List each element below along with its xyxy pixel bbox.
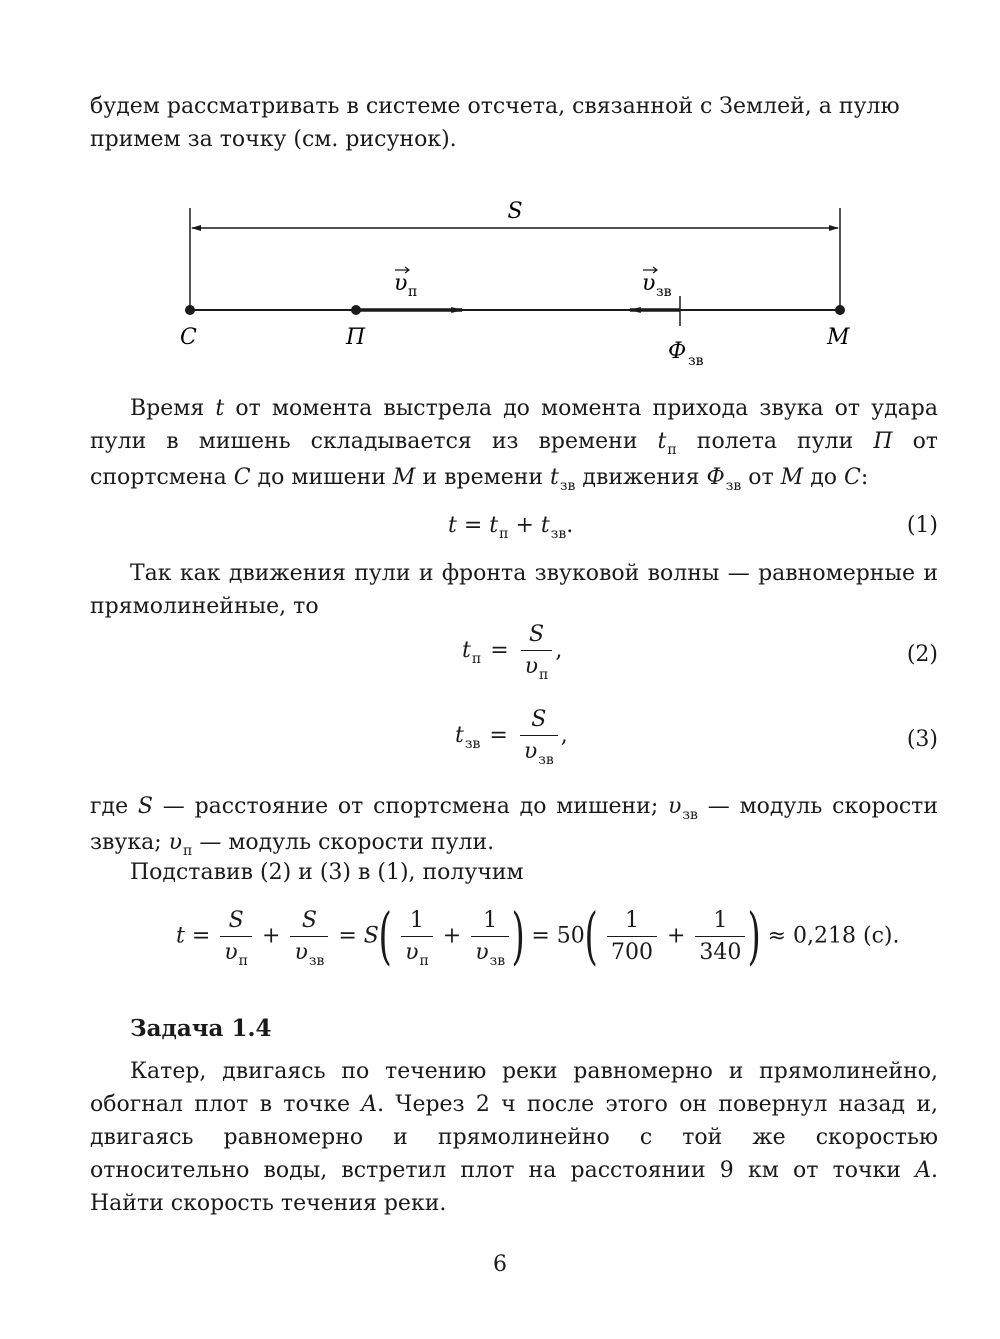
svg-text:зв: зв bbox=[688, 353, 704, 369]
task-paragraph: Катер, двигаясь по течению реки равномерно и прямолинейно, обогнал плот в точке A. Через 2 ч после этого он повернул назад и, двигаясь равномерно и прямолинейно с той же скоростью относительно воды, встретил плот на расстоянии 9 км от точки A. Найти скорость течения реки. bbox=[90, 1059, 938, 1216]
equation-4: t = $\frac{S}{\upsilon_п}$ + $\frac{S}{\upsilon_{зв}}$ = S( $\frac{1}{\upsilon_п}$ + $\frac{1}{\upsilon_{зв}}$ ) = 50( $\frac{1}{700}$ + $\frac{1}{340}$ ) ≈ 0,218 (с). bbox=[176, 899, 900, 972]
definitions-paragraph: где S — расстояние от спортсмена до мишени; $\upsilon_{зв}$ — модуль скорости звука; $\upsilon_п$ — модуль скорости пули. bbox=[90, 794, 938, 859]
point-m-dot bbox=[835, 305, 845, 315]
svg-text:п: п bbox=[408, 284, 418, 300]
point-c-dot bbox=[185, 305, 195, 315]
point-m-label: M bbox=[827, 325, 850, 350]
equation-1-number: (1) bbox=[906, 513, 938, 538]
bullet-velocity-label bbox=[394, 267, 417, 300]
intro-line-1: будем рассматривать в системе отсчета, связанной с Землей, а пулю bbox=[90, 94, 900, 119]
equation-2-number: (2) bbox=[906, 642, 938, 667]
substitution-paragraph: Подставив (2) и (3) в (1), получим bbox=[130, 860, 524, 885]
page-number: 6 bbox=[493, 1252, 507, 1277]
intro-line-2: примем за точку (см. рисунок). bbox=[90, 127, 457, 152]
svg-text:зв: зв bbox=[656, 284, 672, 300]
svg-text:υ: υ bbox=[394, 271, 408, 296]
equation-3-number: (3) bbox=[906, 727, 938, 752]
equation-1: $t = t_п + t_{зв}$. bbox=[448, 513, 574, 542]
svg-text:Ф: Ф bbox=[668, 339, 687, 364]
sound-front-label bbox=[668, 339, 704, 369]
point-p-label: П bbox=[346, 325, 366, 350]
sound-velocity-label bbox=[642, 267, 672, 300]
distance-label: S bbox=[507, 199, 523, 224]
equation-2: $t_п$ = $\frac{S}{\upsilon_п}$ , bbox=[462, 622, 563, 683]
point-c-label: C bbox=[180, 325, 197, 350]
svg-text:υ: υ bbox=[642, 271, 656, 296]
time-paragraph: Время t от момента выстрела до момента прихода звука от удара пули в мишень складывается из времени $t_п$ полета пули П от спортсмена C до мишени M и времени $t_{зв}$ движения $Ф_{зв}$ от M до C: bbox=[90, 396, 938, 494]
task-heading: Задача 1.4 bbox=[130, 1015, 272, 1042]
uniform-motion-paragraph: Так как движения пули и фронта звуковой волны — равномерные и прямолинейные, то bbox=[90, 561, 938, 619]
intro-paragraph bbox=[90, 90, 938, 156]
motion-diagram bbox=[170, 190, 870, 380]
equation-3: $t_{зв}$ = $\frac{S}{\upsilon_{зв}}$ , bbox=[455, 707, 568, 768]
